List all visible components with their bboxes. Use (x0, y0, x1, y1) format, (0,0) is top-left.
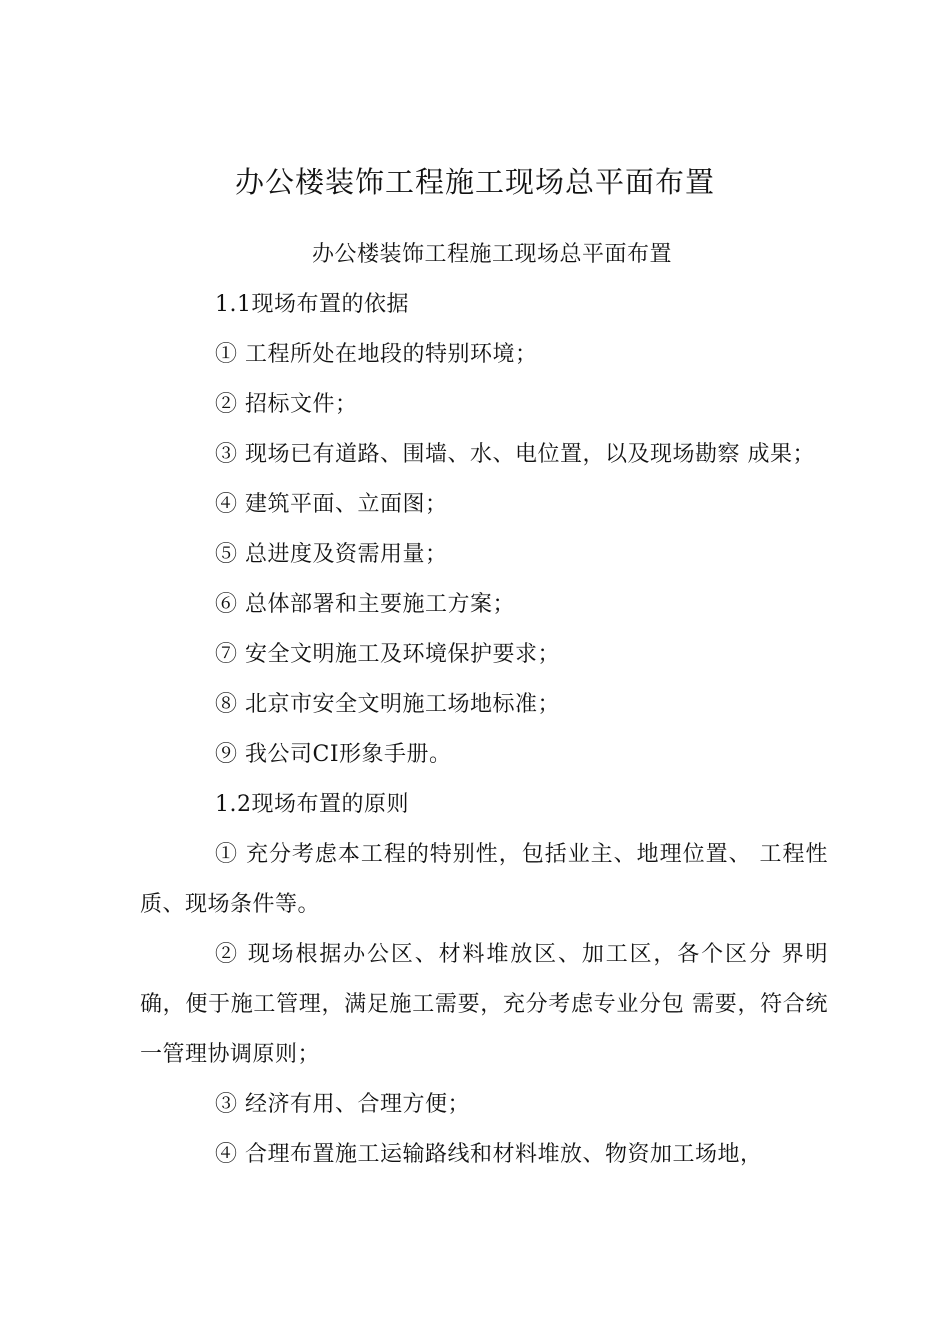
list-item: ① 充分考虑本工程的特别性，包括业主、地理位置、 工程性质、现场条件等。 (140, 842, 828, 917)
list-item: ⑤ 总进度及资需用量； (215, 542, 448, 567)
list-item: ① 工程所处在地段的特别环境； (215, 342, 538, 367)
subsection-heading-1-2: 1.2现场布置的原则 (215, 792, 409, 817)
list-item: ⑨ 我公司CI形象手册。 (215, 742, 452, 767)
list-item: ③ 经济有用、合理方便； (215, 1092, 470, 1117)
list-item: ⑥ 总体部署和主要施工方案； (215, 592, 515, 617)
list-item: ③ 现场已有道路、围墙、水、电位置，以及现场勘察 成果； (215, 442, 815, 467)
list-item: ② 现场根据办公区、材料堆放区、加工区，各个区分 界明确，便于施工管理，满足施工需要，充分考虑专业分包 需要，符合统一管理协调原则； (140, 942, 828, 1067)
list-item: ⑦ 安全文明施工及环境保护要求； (215, 642, 560, 667)
subsection-heading-1-1: 1.1现场布置的依据 (215, 292, 409, 317)
list-item: ⑧ 北京市安全文明施工场地标准； (215, 692, 560, 717)
list-item: ④ 合理布置施工运输路线和材料堆放、物资加工场地， (215, 1142, 763, 1167)
list-item: ② 招标文件； (215, 392, 358, 417)
document-body (140, 230, 828, 1180)
document-title: 办公楼装饰工程施工现场总平面布置 (234, 165, 715, 199)
section-heading: 办公楼装饰工程施工现场总平面布置 (311, 242, 672, 267)
list-item: ④ 建筑平面、立面图； (215, 492, 448, 517)
